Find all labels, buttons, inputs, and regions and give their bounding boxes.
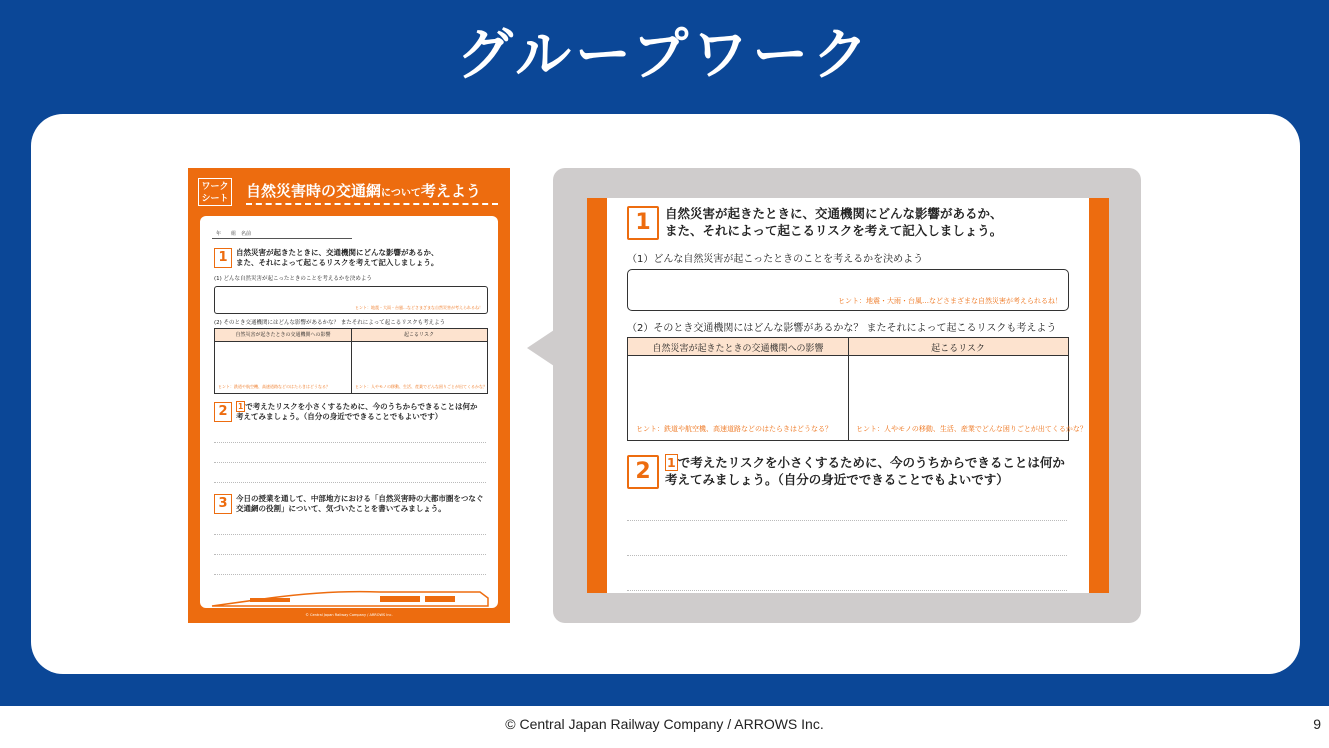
worksheet-badge: [198, 178, 232, 206]
zoom-answer-rule: [627, 590, 1067, 591]
answer-rule: [214, 462, 486, 463]
q1-table: [214, 328, 488, 394]
table-divider: [351, 329, 352, 393]
answer-rule: [214, 554, 486, 555]
zoom-col1-header: 自然災害が起きたときの交通機関への影響: [652, 344, 824, 354]
q3-line2: 交通網の役割」について、気づいたことを書いてみましょう。: [236, 504, 446, 513]
footer-copyright: © Central Japan Railway Company / ARROWS Inc.: [505, 716, 824, 732]
zoom-col1-hint: ヒント：鉄道や航空機、高速道路などのはたらきはどうなる？: [636, 425, 832, 433]
col2-hint: ヒント：人やモノの移動、生活、産業でどんな困りごとが出てくるかな？: [355, 384, 487, 389]
col1-hint: ヒント：鉄道や航空機、高速道路などのはたらきはどうなる？: [218, 384, 330, 389]
zoom-q2-line1: [665, 454, 1065, 471]
title-dashed-rule: [246, 203, 498, 205]
q1-line2: また、それによって起こるリスクを考えて記入しましょう。: [236, 258, 439, 267]
zoomed-paper: [607, 198, 1089, 593]
worksheet-title-small: について: [381, 188, 421, 199]
zoom-q1-answer-box: [627, 269, 1069, 311]
q2-line1: [236, 402, 478, 412]
q2-number-badge: 2: [214, 402, 232, 422]
worksheet-copyright: © Central Japan Railway Company / ARROWS Inc.: [305, 613, 393, 617]
badge-line1: ワーク: [201, 182, 229, 192]
zoom-q1-number-badge: 1: [627, 206, 659, 240]
zoom-q2-number-badge: 2: [627, 455, 659, 489]
zoom-q1-hint1: ヒント：地震・大雨・台風…などさまざまな自然災害が考えられるね！: [838, 297, 1062, 305]
worksheet-thumbnail: [188, 168, 510, 623]
worksheet-title: [246, 180, 481, 201]
zoom-answer-rule: [627, 520, 1067, 521]
name-field-label: 年 組 名前: [216, 231, 252, 237]
col1-header: 自然災害が起きたときの交通機関への影響: [235, 332, 331, 338]
q1-line1: 自然災害が起きたときに、交通機関にどんな影響があるか、: [236, 248, 439, 257]
train-illustration: [210, 584, 490, 608]
answer-rule: [214, 442, 486, 443]
zoom-q1-table: [627, 337, 1087, 441]
name-field-line: [212, 238, 352, 239]
slide-title: グループワーク: [456, 23, 873, 88]
bubble-tail: [527, 330, 554, 366]
zoomed-worksheet: [587, 198, 1109, 593]
zoom-col2-header: 起こるリスク: [931, 344, 985, 354]
answer-rule: [214, 574, 486, 575]
q3-number-badge: 3: [214, 494, 232, 514]
zoom-q2-ref-badge: 1: [667, 455, 676, 470]
worksheet-title-end: 考えよう: [420, 182, 481, 200]
zoom-answer-rule: [627, 555, 1067, 556]
zoom-table-divider: [848, 338, 849, 440]
zoom-q2-line1-text: で考えたリスクを小さくするために、今のうちからできることは何か: [677, 455, 1065, 470]
zoom-q1-line1: 自然災害が起きたときに、交通機関にどんな影響があるか、: [665, 206, 1003, 221]
worksheet-title-main: 自然災害時の交通網: [246, 182, 382, 200]
q1-sub2: (2) そのとき交通機関にはどんな影響があるかな？ またそれによって起こるリスクも考えよう: [214, 320, 446, 326]
q1-answer-box: [214, 286, 488, 314]
q1-sub1: (1) どんな自然災害が起こったときのことを考えるかを決めよう: [214, 276, 372, 282]
zoom-col2-hint: ヒント：人やモノの移動、生活、産業でどんな困りごとが出てくるかな？: [856, 425, 1087, 433]
q2-line2: 考えてみましょう。（自分の身近でできることでもよいです）: [236, 412, 443, 421]
zoom-q1-line2: また、それによって起こるリスクを考えて記入しましょう。: [665, 223, 1003, 238]
badge-line2: シート: [201, 194, 229, 204]
q1-number-badge: 1: [214, 248, 232, 268]
zoom-q1-sub1: （1）どんな自然災害が起こったときのことを考えるかを決めよう: [627, 254, 924, 265]
answer-rule: [214, 482, 486, 483]
q2-ref-badge: 1: [238, 402, 244, 411]
q3-line1: 今日の授業を通して、中部地方における「自然災害時の大都市圏をつなぐ: [236, 494, 484, 503]
worksheet-paper: [200, 216, 498, 608]
zoom-q2-line2: 考えてみましょう。（自分の身近でできることでもよいです）: [665, 472, 1009, 487]
col2-header: 起こるリスク: [404, 332, 434, 338]
zoom-q1-sub2: （2）そのとき交通機関にはどんな影響があるかな？ またそれによって起こるリスクも考えよう: [627, 323, 1057, 334]
q1-hint1: ヒント：地震・大雨・台風…などさまざまな自然災害が考えられるね！: [355, 305, 483, 310]
answer-rule: [214, 534, 486, 535]
page-number: 9: [1313, 716, 1321, 732]
q2-line1-text: で考えたリスクを小さくするために、今のうちからできることは何か: [245, 402, 478, 411]
